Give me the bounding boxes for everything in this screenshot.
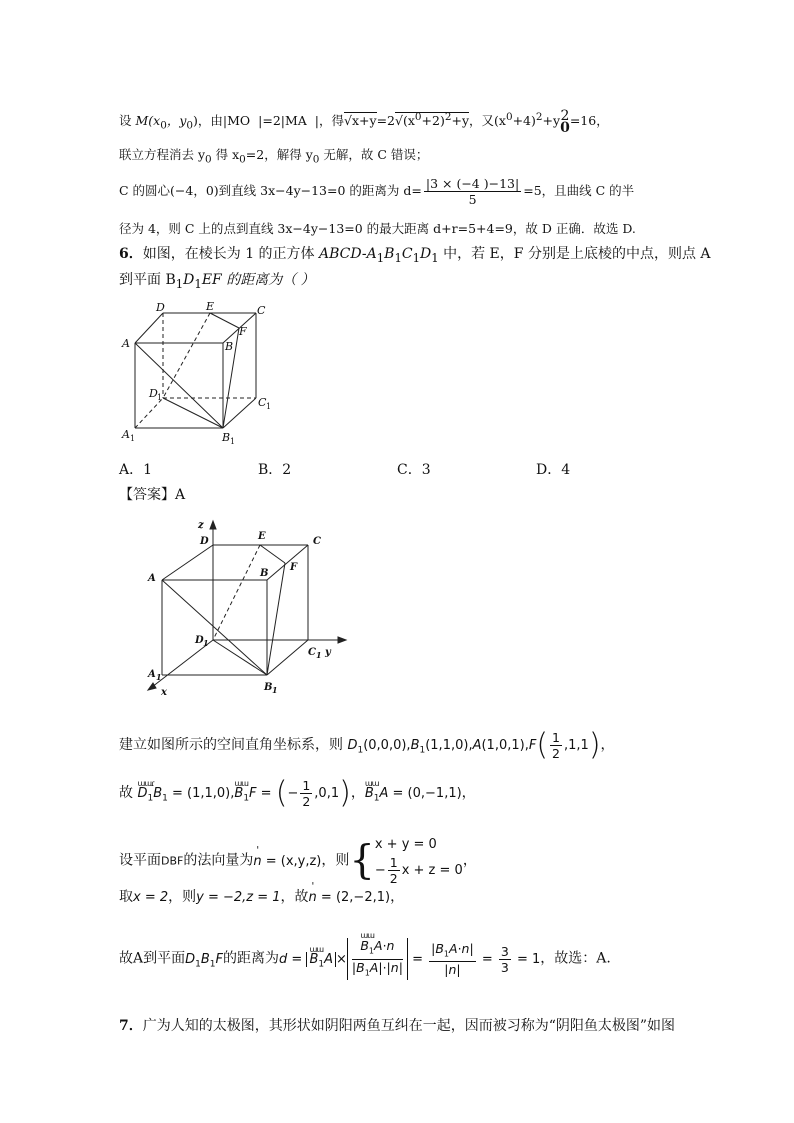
svg-text:1: 1: [130, 434, 136, 443]
label-C1: C: [258, 396, 267, 409]
svg-text:1: 1: [156, 672, 162, 682]
svg-text:1: 1: [272, 685, 278, 695]
solution6-line4: 取x = 2，则y = −2,z = 1，故' n = (2,−2,1)，: [119, 888, 404, 907]
label2-E: E: [258, 531, 266, 542]
solution6-line5: 故A到平面$D_1B_1F$的距离为d = ɯɯ $B_1A$ × ɯɯ $\frac{B_1A\cdot n}{|B_1A|\cdot|n|}$ = $\frac{|B_1A\cdot n|}{|n|}$ = $\frac{3}{3}$ = 1，故选：A.: [119, 938, 611, 980]
solution-prev-line1: 设 $M(x_0$，$y_0$)，由|MO |=2|MA |，得$√x+y=2√(x^0+2)^2+y$，又$(x^0+4)^2+y$ 2 0 =16，: [119, 107, 609, 136]
label2-D1: D: [195, 635, 204, 646]
label-B1: B: [222, 431, 231, 444]
question-6-line1: 6．如图，在棱长为 1 的正方体 ABCD-$A_1B_1C_1D_1$ 中，若 E，F 分别是上底棱的中点，则点 A: [119, 246, 711, 265]
option-a[interactable]: A．1: [119, 462, 153, 478]
solution-prev-line4: 径为 4，则 C 上的点到直线 3x−4y−13=0 的最大距离 d+r=5+4=9，故 D 正确．故选 D.: [119, 221, 636, 236]
label-A: A: [122, 337, 130, 350]
cube-figure-2: [140, 515, 355, 700]
option-b[interactable]: B．2: [258, 462, 292, 478]
svg-text:1: 1: [230, 437, 236, 446]
label2-C: C: [313, 536, 321, 547]
label-C: C: [257, 304, 266, 317]
label-D1: D: [149, 387, 158, 400]
label2-A1: A: [148, 669, 156, 680]
label2-C1: C: [308, 647, 316, 658]
solution6-line3: 设平面DBF的法向量为' n = (x,y,z)，则{ x + y = 0 − $\frac{1}{2}$ x + z = 0 ，: [119, 835, 477, 886]
answer-line: [119, 486, 185, 504]
solution-prev-line3: C 的圆心(−4，0)到直线 3x−4y−13=0 的距离为 d= $\frac{|3 \times (-4 )-13|}{5}$ =5，且曲线 C 的半: [119, 176, 635, 207]
label-A1: A: [122, 428, 130, 441]
svg-text:1: 1: [266, 402, 272, 411]
question-7-line1: 7．广为人知的太极图，其形状如阴阳两鱼互纠在一起，因而被习称为“阴阳鱼太极图”如图: [119, 1018, 676, 1034]
solution6-line2: 故 ɯɯɾ $D_1B_1$ = (1,1,0),ɯɯ $B_1F$ = (− $\frac{1}{2}$ ,0,1)，ɯɯ $B_1A = (0,-1,1)$，: [119, 778, 476, 809]
svg-text:1: 1: [203, 638, 209, 648]
option-c[interactable]: C．3: [397, 462, 431, 478]
cube-figure-1: [118, 300, 278, 450]
label-E: E: [206, 300, 215, 313]
svg-text:1: 1: [157, 393, 163, 402]
label2-D: D: [200, 536, 209, 547]
axis-y: y: [325, 647, 331, 658]
answer-value: A: [175, 487, 186, 503]
label-D: D: [156, 301, 165, 314]
label2-B1: B: [264, 682, 273, 693]
label-B: B: [225, 340, 234, 353]
option-d[interactable]: D．4: [536, 462, 571, 478]
svg-text:1: 1: [316, 650, 322, 660]
label2-B: B: [260, 568, 269, 579]
axis-z: z: [198, 520, 204, 531]
solution6-line1: 建立如图所示的空间直角坐标系，则 $D_1(0,0,0),B_1(1,1,0),A(1,0,1),F$( $\frac{1}{2}$ ,1,1)，: [119, 727, 615, 763]
label-F: F: [239, 325, 247, 338]
answer-label: 【答案】: [119, 487, 175, 503]
label2-F: F: [290, 562, 298, 573]
axis-x: x: [161, 687, 167, 698]
question-6-line2: 到平面 $B_1D_1EF$ 的距离为（ ）: [119, 272, 315, 291]
label2-A: A: [148, 573, 156, 584]
solution-prev-line2: 联立方程消去 $y_0$ 得 $x_0=2$，解得 $y_0$ 无解，故 C 错误；: [119, 147, 429, 166]
